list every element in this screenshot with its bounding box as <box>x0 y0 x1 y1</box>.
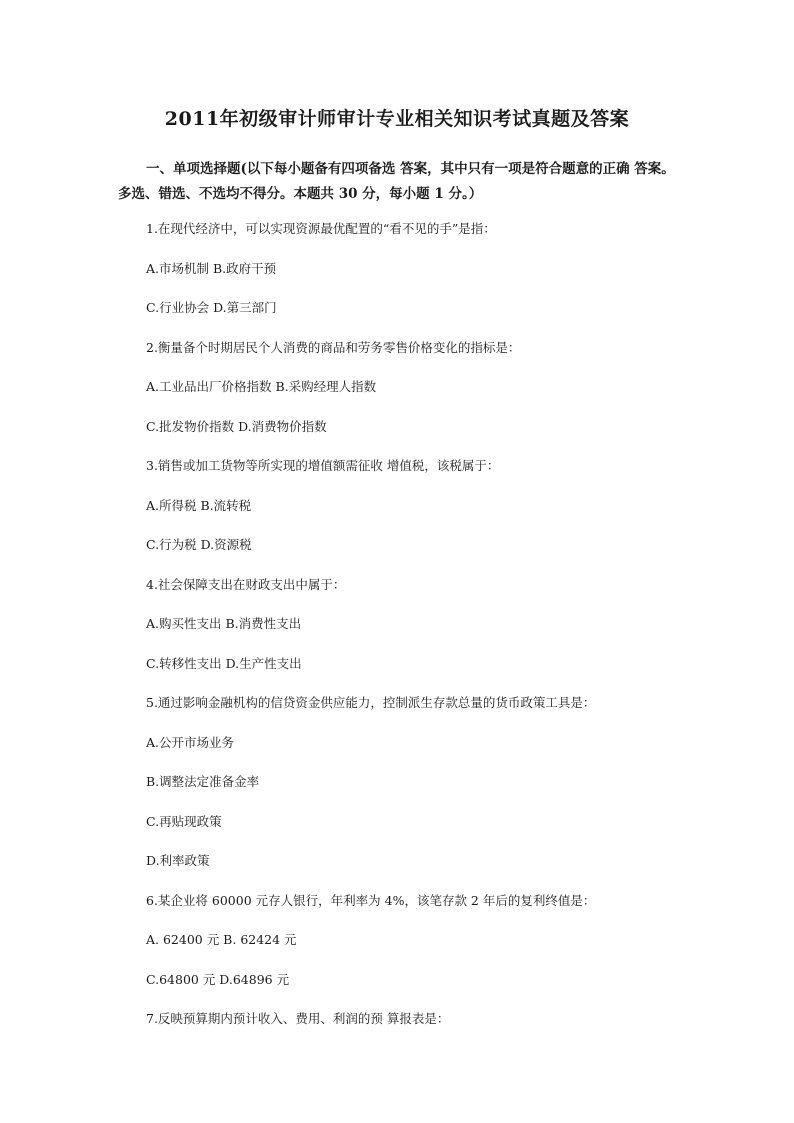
question-2-options-ab: A.工业品出厂价格指数 B.采购经理人指数 <box>146 379 377 394</box>
question-1-options-ab: A.市场机制 B.政府干预 <box>146 260 277 276</box>
question-1-options-cd: C.行业协会 D.第三部门 <box>146 300 277 315</box>
question-6-text: 6.某企业将 60000 元存人银行，年利率为 4%，该笔存款 2 年后的复利终值是： <box>146 892 596 908</box>
question-4-options-cd: C.转移性支出 D.生产性支出 <box>146 655 302 671</box>
question-list <box>146 219 706 1049</box>
question-5-option-b: B.调整法定准备金率 <box>146 774 260 789</box>
question-2-text: 2.衡量备个时期居民个人消费的商品和劳务零售价格变化的指标是： <box>146 339 521 355</box>
question-5-option-c: C.再贴现政策 <box>146 813 222 829</box>
question-4-text: 4.社会保障支出在财政支出中属于： <box>146 576 346 592</box>
question-3-options-ab: A.所得税 B.流转税 <box>146 497 252 513</box>
section-heading: 一、单项选择题(以下每小题备有四项备选 答案，其中只有一项是符合题意的正确 答案。多选、错选、不选均不得分。本题共 30 分，每小题 1 分。） <box>118 161 675 202</box>
question-5-option-d: D.利率政策 <box>146 853 210 868</box>
question-5-text: 5.通过影响金融机构的信贷资金供应能力，控制派生存款总量的货币政策工具是： <box>146 695 596 710</box>
question-5-option-a: A.公开市场业务 <box>146 734 235 750</box>
question-4-options-ab: A.购买性支出 B.消费性支出 <box>146 616 302 631</box>
question-2-options-cd: C.批发物价指数 D.消费物价指数 <box>146 418 327 434</box>
document-title: 2011年初级审计师审计专业相关知识考试真题及答案 <box>164 108 630 130</box>
question-1-text: 1.在现代经济中，可以实现资源最优配置的“看不见的手”是指： <box>146 221 496 236</box>
question-3-text: 3.销售或加工货物等所实现的增值额需征收 增值税，该税属于： <box>146 458 500 473</box>
question-6-options-cd: C.64800 元 D.64896 元 <box>146 971 290 987</box>
question-7-text: 7.反映预算期内预计收入、费用、利润的预 算报表是： <box>146 1011 450 1026</box>
question-6-options-ab: A. 62400 元 B. 62424 元 <box>146 932 297 947</box>
question-3-options-cd: C.行为税 D.资源税 <box>146 537 252 552</box>
